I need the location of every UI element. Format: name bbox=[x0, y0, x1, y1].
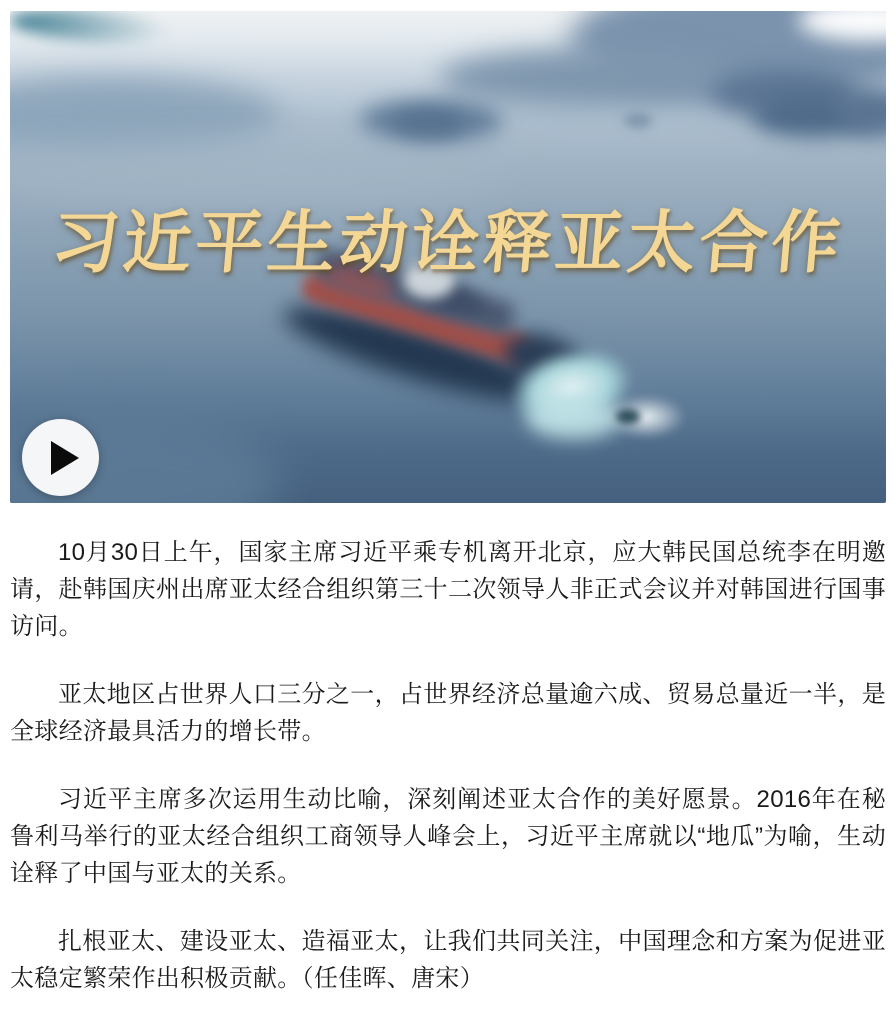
play-icon bbox=[51, 441, 79, 475]
paragraph-3: 习近平主席多次运用生动比喻，深刻阐述亚太合作的美好愿景。2016年在秘鲁利马举行的亚太经合组织工商领导人峰会上，习近平主席就以“地瓜”为喻，生动诠释了中国与亚太的关系。 bbox=[10, 786, 886, 887]
article-body bbox=[10, 503, 886, 997]
headland-left bbox=[10, 77, 280, 155]
video-title-overlay: 习近平生动诠释亚太合作 bbox=[48, 205, 847, 281]
tugboat-hull bbox=[616, 409, 640, 424]
small-islet bbox=[624, 113, 652, 128]
paragraph-2: 亚太地区占世界人口三分之一，占世界经济总量逾六成、贸易总量近一半，是全球经济最具活力的增长带。 bbox=[10, 681, 886, 745]
play-button[interactable] bbox=[22, 419, 99, 496]
tugboat-trail bbox=[10, 11, 171, 47]
video-player[interactable] bbox=[10, 11, 886, 503]
mountain-ridge-center bbox=[440, 49, 740, 107]
paragraph-4: 扎根亚太、建设亚太、造福亚太，让我们共同关注，中国理念和方案为促进亚太稳定繁荣作出积极贡献。（任佳晖、唐宋） bbox=[10, 928, 886, 992]
island-center-dark bbox=[392, 111, 464, 139]
paragraph-1: 10月30日上午，国家主席习近平乘专机离开北京，应大韩民国总统李在明邀请，赴韩国庆州出席亚太经合组织第三十二次领导人非正式会议并对韩国进行国事访问。 bbox=[10, 539, 886, 640]
